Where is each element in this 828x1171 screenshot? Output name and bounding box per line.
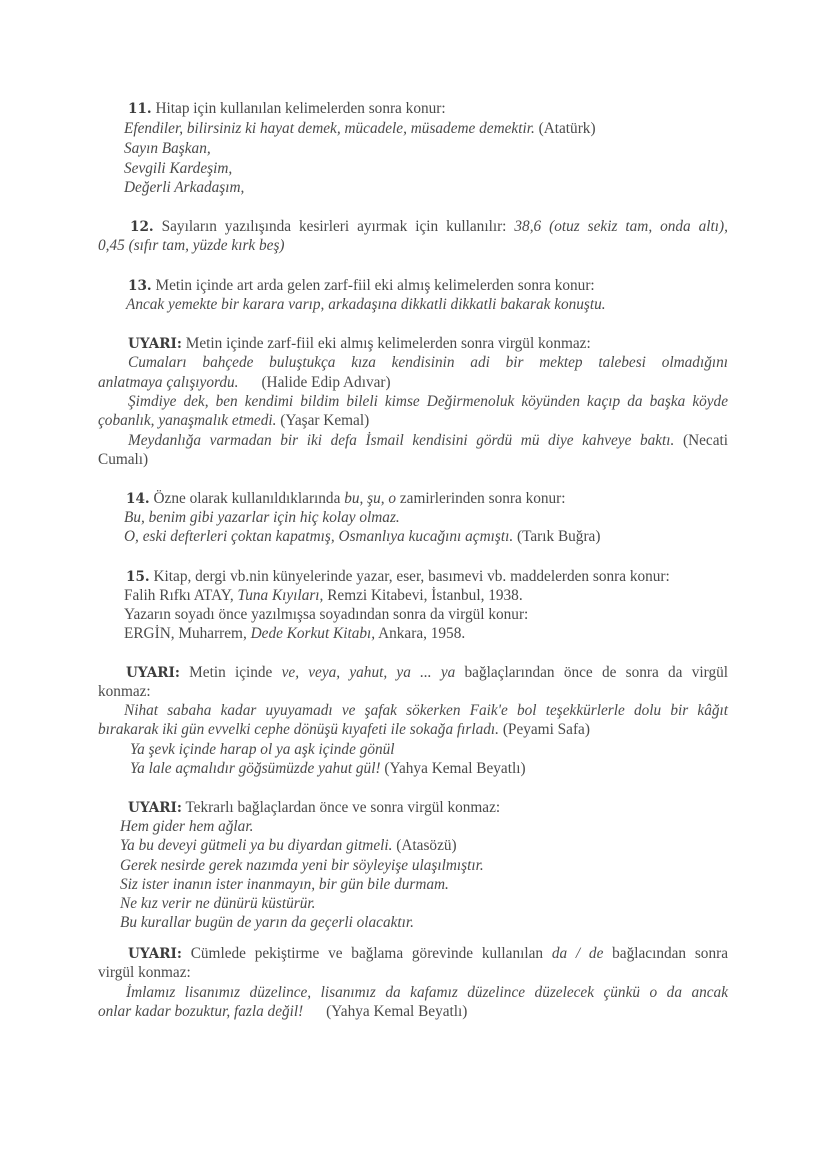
example-line: anlatmaya çalışıyordu. (Halide Edip Adıvar) xyxy=(98,374,391,391)
example-line: Değerli Arkadaşım, xyxy=(124,179,245,196)
example-line: ERGİN, Muharrem, Dede Korkut Kitabı, Ankara, 1958. xyxy=(124,625,466,642)
warning-2-heading: UYARI: Metin içinde ve, veya, yahut, ya ... ya bağlaçlarından önce de sonra da virgül xyxy=(126,664,728,681)
example-line: Siz ister inanın ister inanmayın, bir gün bile durmam. xyxy=(120,876,449,893)
example-line: Sayın Başkan, xyxy=(124,140,211,157)
warning-4-continuation: virgül konmaz: xyxy=(98,964,191,981)
example-line: O, eski defterleri çoktan kapatmış, Osmanlıya kucağını açmıştı. (Tarık Buğra) xyxy=(124,528,601,545)
example-line: Cumalı) xyxy=(98,451,149,468)
example-line: Şimdiye dek, ben kendimi bildim bileli kimse Değirmenoluk köyünden kaçıp da başka köyde xyxy=(128,393,728,410)
example-line: Falih Rıfkı ATAY, Tuna Kıyıları, Remzi Kitabevi, İstanbul, 1938. xyxy=(124,587,523,604)
example-line: Hem gider hem ağlar. xyxy=(120,818,254,835)
example-line: Nihat sabaha kadar uyuyamadı ve şafak sökerken Faik'e bol teşekkürlerle dolu bir kâğıt xyxy=(124,702,728,719)
rule-15-note: Yazarın soyadı önce yazılmışsa soyadından sonra da virgül konur: xyxy=(124,606,529,623)
example-line: onlar kadar bozuktur, fazla değil! (Yahya Kemal Beyatlı) xyxy=(98,1003,468,1020)
example-line: bırakarak iki gün evvelki cephe dönüşü kıyafeti ile sokağa fırladı. (Peyami Safa) xyxy=(98,721,590,738)
example-line: Meydanlığa varmadan bir iki defa İsmail kendisini gördü mü diye kahveye baktı. (Necati xyxy=(128,432,728,449)
rule-12-heading: 12. Sayıların yazılışında kesirleri ayırmak için kullanılır: 38,6 (otuz sekiz tam, onda altı), xyxy=(130,218,728,235)
rule-14-heading: 14. Özne olarak kullanıldıklarında bu, şu, o zamirlerinden sonra konur: xyxy=(126,490,566,507)
example-line: Ne kız verir ne dünürü küstürür. xyxy=(120,895,316,912)
example-line: Gerek nesirde gerek nazımda yeni bir söyleyişe ulaşılmıştır. xyxy=(120,857,484,874)
example-line: Ya şevk içinde harap ol ya aşk içinde gönül xyxy=(130,741,395,758)
warning-3-heading: UYARI: Tekrarlı bağlaçlardan önce ve sonra virgül konmaz: xyxy=(128,799,501,816)
example-line: İmlamız lisanımız düzelince, lisanımız da kafamız düzelince düzelecek çünkü o da ancak xyxy=(126,984,728,1001)
warning-4-heading: UYARI: Cümlede pekiştirme ve bağlama görevinde kullanılan da / de bağlacından sonra xyxy=(128,945,728,962)
warning-2-continuation: konmaz: xyxy=(98,683,151,700)
warning-label: UYARI: xyxy=(128,336,182,352)
example-line: Bu, benim gibi yazarlar için hiç kolay olmaz. xyxy=(124,509,400,526)
example-line: Efendiler, bilirsiniz ki hayat demek, mücadele, müsademe demektir. (Atatürk) xyxy=(124,120,596,137)
rule-13-heading: 13. Metin içinde art arda gelen zarf-fiil eki almış kelimelerden sonra konur: xyxy=(128,277,595,294)
rule-12-continuation: 0,45 (sıfır tam, yüzde kırk beş) xyxy=(98,237,285,254)
example-line: Ya bu deveyi gütmeli ya bu diyardan gitmeli. (Atasözü) xyxy=(120,837,457,854)
example-line: Bu kurallar bugün de yarın da geçerli olacaktır. xyxy=(120,914,414,931)
example-line: çobanlık, yanaşmalık etmedi. (Yaşar Kemal) xyxy=(98,412,370,429)
rule-number: 11. xyxy=(128,101,152,117)
warning-1-heading: UYARI: Metin içinde zarf-fiil eki almış kelimelerden sonra virgül konmaz: xyxy=(128,335,591,352)
rule-11-heading: 11. Hitap için kullanılan kelimelerden sonra konur: xyxy=(128,100,446,117)
example-line: Ya lale açmalıdır göğsümüzde yahut gül! (Yahya Kemal Beyatlı) xyxy=(130,760,526,777)
example-line: Ancak yemekte bir karara varıp, arkadaşına dikkatli dikkatli bakarak konuştu. xyxy=(126,296,606,313)
example-line: Sevgili Kardeşim, xyxy=(124,160,233,177)
example-line: Cumaları bahçede buluştukça kıza kendisinin adi bir mektep talebesi olmadığını xyxy=(128,354,728,371)
rule-15-heading: 15. Kitap, dergi vb.nin künyelerinde yazar, eser, basımevi vb. maddelerden sonra konur: xyxy=(126,568,670,585)
